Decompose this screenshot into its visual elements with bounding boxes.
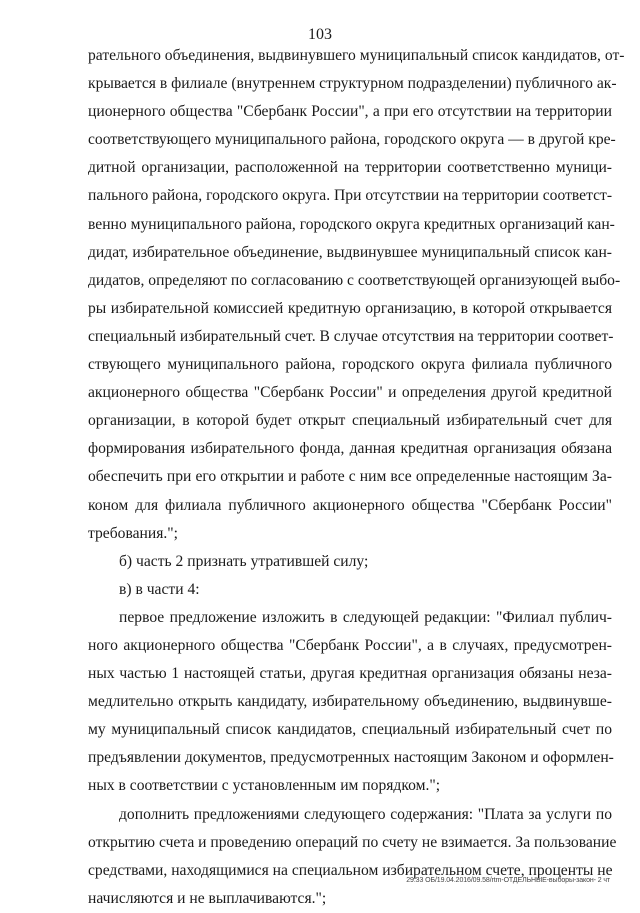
document-body [88,42,625,913]
text-line: дидатов, определяют по согласованию с соответствующей организующей выбо- [88,271,621,289]
text-line: открытию счета и проведению операций по счету не взимается. За пользование [88,833,617,851]
text-line: ры избирательной комиссией кредитную организацию, в которой открывается [88,299,612,317]
text-line: пального района, городского округа. При отсутствии на территории соответст- [88,187,613,205]
text-line: дитной организации, расположенной на территории соответственно муници- [88,159,612,177]
text-line: коном для филиала публичного акционерного общества "Сбербанк России" [88,496,612,514]
text-line: ционерного общества "Сбербанк России", а при его отсутствии на территории [88,103,612,121]
text-line: ного акционерного общества "Сбербанк России", а в случаях, предусмотрен- [88,636,612,654]
text-line: крывается в филиале (внутреннем структурном подразделении) публичного ак- [88,75,617,93]
text-line: ствующего муниципального района, городского округа филиала публичного [88,356,612,374]
text-line: дополнить предложениями следующего содержания: "Плата за услуги по [119,805,612,823]
text-line: предъявлении документов, предусмотренных настоящим Законом и оформлен- [88,749,614,767]
text-line: формирования избирательного фонда, данная кредитная организация обязана [88,440,612,458]
text-line: дидат, избирательное объединение, выдвинувшее муниципальный список кан- [88,243,612,261]
text-line: средствами, находящимися на специальном избирательном счете, проценты не [88,861,613,879]
text-line: соответствующего муниципального района, городского округа — в другой кре- [88,131,616,149]
text-line: требования."; [88,524,178,542]
text-line: б) часть 2 признать утратившей силу; [119,552,369,570]
text-line: рательного объединения, выдвинувшего муниципальный список кандидатов, от- [88,47,625,64]
text-line: организации, в которой будет открыт специальный избирательный счет для [88,412,612,430]
text-line: венно муниципального района, городского округа кредитных организаций кан- [88,215,615,233]
text-line: специальный избирательный счет. В случае отсутствия на территории соответ- [88,327,614,345]
text-line: обеспечить при его открытии и работе с ним все определенные настоящим За- [88,468,612,486]
text-line: в) в части 4: [119,580,200,598]
text-line: ных в соответствии с установленным им порядком."; [88,777,441,795]
page-number: 103 [308,26,332,43]
footer-note: 29.33 ОБ/19.04.2016/09.58/rtm-ОТДЕЛЬНЫЕ-выборы-закон- 2 чт [406,877,610,884]
text-line: акционерного общества "Сбербанк России" и определения другой кредитной [88,384,612,402]
text-line: первое предложение изложить в следующей редакции: "Филиал публич- [119,608,612,626]
text-line: ных частью 1 настоящей статьи, другая кредитная организация обязаны неза- [88,665,612,683]
text-line: медлительно открыть кандидату, избирательному объединению, выдвинувше- [88,693,612,711]
text-line: му муниципальный список кандидатов, специальный избирательный счет по [88,721,612,739]
text-line: начисляются и не выплачиваются."; [88,889,327,907]
